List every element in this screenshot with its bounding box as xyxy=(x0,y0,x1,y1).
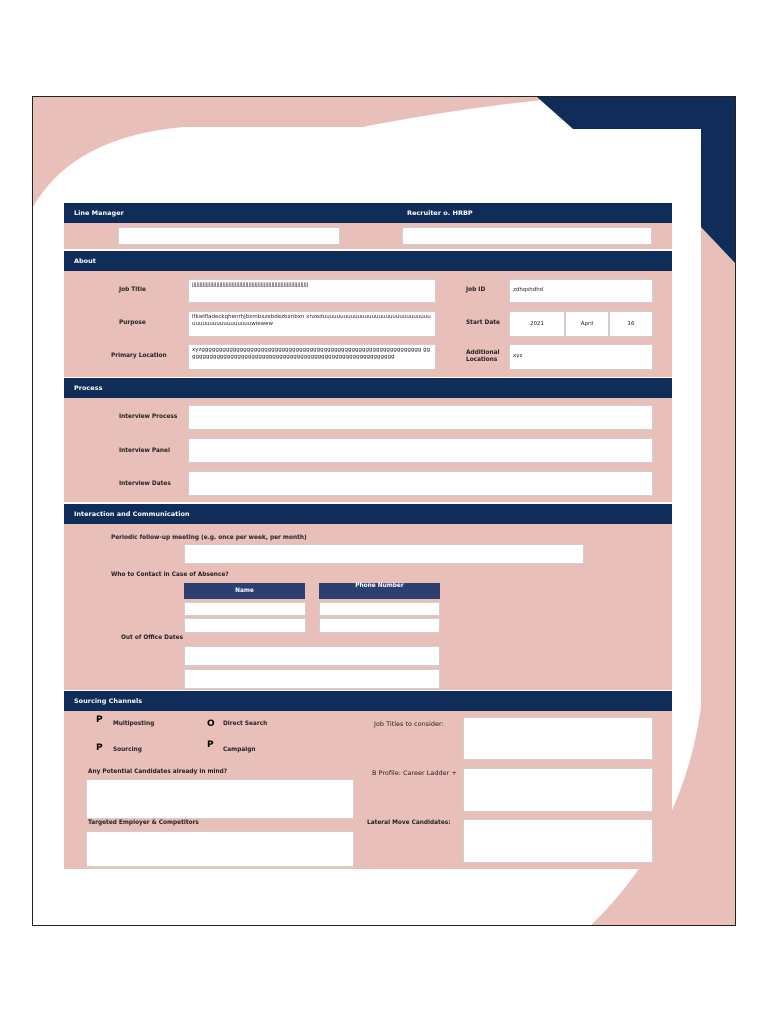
process-title: Process xyxy=(74,384,103,392)
name-column-header: Name xyxy=(184,583,305,599)
followup-label: Periodic follow-up meeting (e.g. once per week, per month) xyxy=(111,535,307,541)
followup-input[interactable] xyxy=(184,544,584,564)
sourcing-label: Sourcing xyxy=(113,747,142,753)
manager-header-bar xyxy=(64,203,672,223)
contact-name-input-1[interactable] xyxy=(184,602,306,616)
additional-locations-label: Additional Locations xyxy=(466,350,500,363)
start-date-label: Start Date xyxy=(466,320,500,326)
job-titles-label: Job Titles to consider: xyxy=(374,720,444,728)
sourcing-section-bar xyxy=(64,691,672,711)
recruiter-label: Recruiter o. HRBP xyxy=(407,209,473,217)
primary-location-label: Primary Location xyxy=(111,353,167,359)
lateral-move-label: Lateral Move Candidates: xyxy=(367,820,451,826)
interaction-title: Interaction and Communication xyxy=(74,510,190,518)
interview-process-label: Interview Process xyxy=(119,414,178,420)
potential-candidates-input[interactable] xyxy=(86,779,354,819)
direct-search-label: Direct Search xyxy=(223,721,268,727)
job-title-input[interactable]: jjjjjjjjjjjjjjjjjjjjjjjjjjjjjjjjjjjjjjjjjjjjjjjjjjjjjjjjjjjjjjjjjjjjjjjjjjjj xyxy=(188,279,436,303)
multiposting-checkbox[interactable]: P xyxy=(96,715,103,725)
contact-phone-input-1[interactable] xyxy=(319,602,440,616)
targeted-employer-input[interactable] xyxy=(86,831,354,867)
absence-label: Who to Contact in Case of Absence? xyxy=(111,572,229,578)
potential-candidates-label: Any Potential Candidates already in mind? xyxy=(88,769,228,775)
line-manager-input[interactable] xyxy=(118,227,340,245)
job-titles-input[interactable] xyxy=(463,717,653,760)
interview-process-input[interactable] xyxy=(188,405,653,430)
out-of-office-input-2[interactable] xyxy=(184,669,440,689)
phone-column-header: Phone Number xyxy=(319,583,440,599)
b-profile-input[interactable] xyxy=(463,768,653,812)
campaign-label: Campaign xyxy=(223,747,256,753)
multiposting-label: Multiposting xyxy=(113,721,155,727)
out-of-office-input-1[interactable] xyxy=(184,646,440,666)
targeted-employer-label: Targeted Employer & Competitors xyxy=(88,820,199,826)
about-section-bar xyxy=(64,251,672,271)
out-of-office-label: Out of Office Dates xyxy=(121,635,184,641)
contact-phone-input-2[interactable] xyxy=(319,618,440,633)
interview-panel-label: Interview Panel xyxy=(119,448,170,454)
purpose-input[interactable]: lfkwlfladeckqhenrhjbxmbxzebdezbxnbxn xnzeduuuuuuuuuuuuuuuuuuuuuuuuuuuuuuuuuuuuuuuuuuuuuuuuwiewew xyxy=(188,311,436,337)
interview-dates-input[interactable] xyxy=(188,471,653,496)
b-profile-label: B Profile: Career Ladder + xyxy=(372,769,457,777)
interaction-section-bar xyxy=(64,504,672,524)
direct-search-checkbox[interactable]: O xyxy=(207,719,215,729)
about-title: About xyxy=(74,257,96,265)
additional-locations-input[interactable]: xyz xyxy=(509,344,653,370)
job-id-input[interactable]: zdhqshdhd xyxy=(509,279,653,303)
campaign-checkbox[interactable]: P xyxy=(207,740,214,750)
process-section-bar xyxy=(64,378,672,398)
interview-dates-label: Interview Dates xyxy=(119,481,171,487)
interview-panel-input[interactable] xyxy=(188,438,653,463)
start-month-input[interactable]: April xyxy=(565,311,609,337)
start-year-input[interactable]: 2021 xyxy=(509,311,565,337)
sourcing-checkbox[interactable]: P xyxy=(96,743,103,753)
job-id-label: Job ID xyxy=(466,287,486,293)
sourcing-title: Sourcing Channels xyxy=(74,697,143,705)
start-day-input[interactable]: 16 xyxy=(609,311,653,337)
job-title-label: Job Title xyxy=(119,287,146,293)
primary-location-input[interactable]: xyzggggggggggggggggggggggggggggggggggggggggggggggggggggggggggggggg gggggggggggggggggggggggggggggggggggggggggggggggggggggggggggg xyxy=(188,344,436,370)
purpose-label: Purpose xyxy=(119,320,146,326)
line-manager-label: Line Manager xyxy=(74,209,124,217)
recruiter-input[interactable] xyxy=(402,227,652,245)
lateral-move-input[interactable] xyxy=(463,819,653,863)
contact-name-input-2[interactable] xyxy=(184,618,306,633)
